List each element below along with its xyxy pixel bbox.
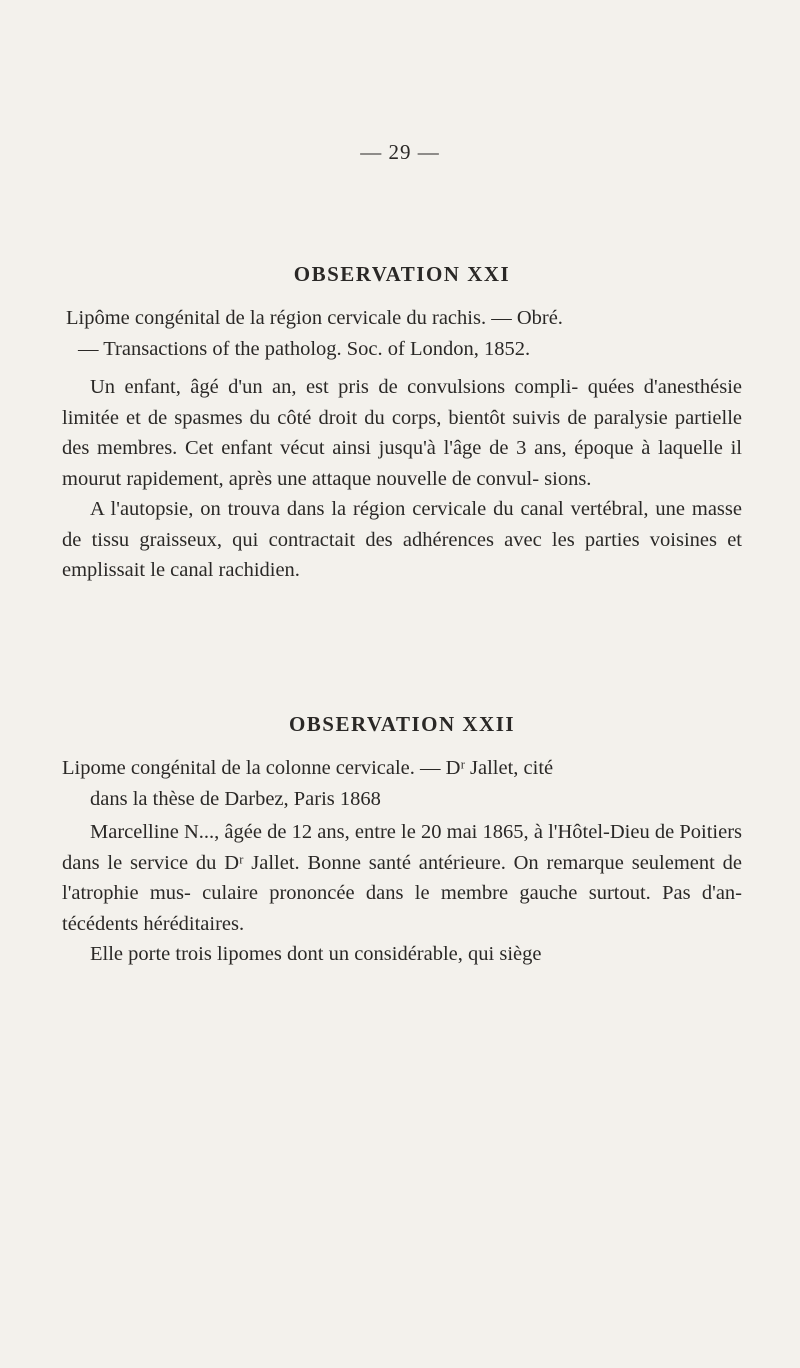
observation-22 xyxy=(62,712,742,965)
observation-22-citation-line1: Lipome congénital de la colonne cervicale. — Dʳ Jallet, cité xyxy=(62,757,554,779)
observation-21-paragraph-2: A l'autopsie, on trouva dans la région cervicale du canal vertébral, une masse de tissu graisseux, qui contractait des adhérences avec les parties voisines et emplissait le canal rachidien. xyxy=(62,498,742,581)
observation-22-body xyxy=(62,817,742,970)
observation-22-citation-line2: dans la thèse de Darbez, Paris 1868 xyxy=(90,788,381,810)
observation-21-citation-line1: Lipôme congénital de la région cervicale du rachis. — Obré. xyxy=(66,307,563,329)
observation-21-citation xyxy=(62,303,742,365)
observation-21-heading: OBSERVATION XXI xyxy=(293,262,511,286)
observation-21-body xyxy=(62,372,742,586)
observation-22-paragraph-1: Marcelline N..., âgée de 12 ans, entre le 20 mai 1865, à l'Hôtel-Dieu de Poitiers dans le service du Dʳ Jallet. Bonne santé antérieure. On remarque seulement de l'atrophie mus- culaire prononcée dans le membre gauche surtout. Pas d'an- técédents héréditaires. xyxy=(62,821,742,935)
observation-21-citation-line2: — Transactions of the patholog. Soc. of London, 1852. xyxy=(78,338,531,360)
observation-21 xyxy=(62,262,742,581)
observation-22-heading: OBSERVATION XXII xyxy=(288,712,516,736)
observation-21-paragraph-1: Un enfant, âgé d'un an, est pris de convulsions compli- quées d'anesthésie limitée et de spasmes du côté droit du corps, bientôt suivis de paralysie partielle des membres. Cet enfant vécut ainsi jusqu'à l'âge de 3 ans, époque à laquelle il mourut rapidement, après une attaque nouvelle de convul- sions. xyxy=(62,376,742,490)
page-number: — 29 — xyxy=(360,140,440,164)
observation-22-citation xyxy=(62,753,742,815)
observation-22-paragraph-2: Elle porte trois lipomes dont un considérable, qui siège xyxy=(90,943,542,965)
